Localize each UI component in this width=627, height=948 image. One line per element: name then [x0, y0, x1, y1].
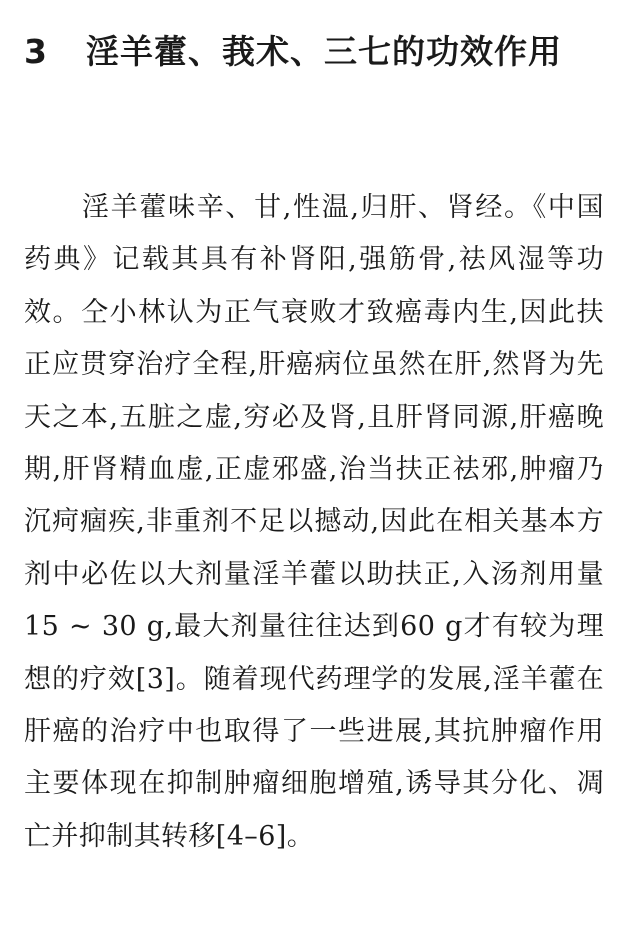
section-title: 淫羊藿、莪术、三七的功效作用	[86, 32, 562, 71]
section-heading	[24, 24, 614, 79]
section-number: 3	[24, 32, 48, 71]
body-paragraph: 淫羊藿味辛、甘,性温,归肝、肾经。《中国药典》记载其具有补肾阳,强筋骨,祛风湿等功效。仝小林认为正气衰败才致癌毒内生,因此扶正应贯穿治疗全程,肝癌病位虽然在肝,然肾为先天之本,五脏之虚,穷必及肾,且肝肾同源,肝癌晚期,肝肾精血虚,正虚邪盛,治当扶正祛邪,肿瘤乃沉疴痼疾,非重剂不足以撼动,因此在相关基本方剂中必佐以大剂量淫羊藿以助扶正,入汤剂用量15 ~ 30 g,最大剂量往往达到60 g才有较为理想的疗效[3]。随着现代药理学的发展,淫羊藿在肝癌的治疗中也取得了一些进展,其抗肿瘤作用主要体现在抑制肿瘤细胞增殖,诱导其分化、凋亡并抑制其转移[4–6]。	[24, 192, 604, 852]
